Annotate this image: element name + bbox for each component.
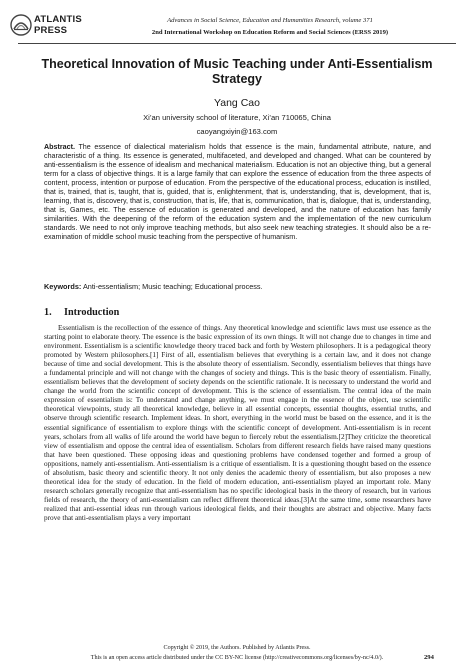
keywords-text: Anti-essentialism; Music teaching; Educational process.: [82, 282, 263, 291]
logo-line1: ATLANTIS: [34, 14, 82, 25]
author-affiliation: Xi’an university school of literature, Xi’an 710065, China: [143, 113, 331, 122]
keywords-label: Keywords:: [44, 282, 82, 291]
conference-name: 2nd International Workshop on Education Reform and Social Sciences (ERSS 2019): [151, 29, 389, 36]
author-email: caoyangxiyin@163.com: [196, 127, 278, 136]
atlantis-logo-icon: [10, 14, 32, 36]
journal-series: Advances in Social Science, Education and Humanities Research, volume 371: [167, 17, 373, 24]
author-name: Yang Cao: [214, 97, 260, 109]
section-title: Introduction: [64, 307, 120, 318]
keywords: [44, 282, 431, 291]
abstract-text: The essence of dialectical materialism holds that essence is the main, fundamental attribute, nature, and characteristic of a thing. Its essence is generated, multifaceted, and developed and changed. What can be countered by anti-essentialism is the essence of idealism and mechanical materialism. Education is not an objective thing, but a general term for a class of objective things. It is a large family that can explore the essence of education from the three aspects of content, process, intention or purpose of education. From the perspective of the educational process, education is instilled, that is, trained, that is, taught, that is, guided, that is, enlightenment, that is, understanding, that is, development, that is, learning, that is, discovery, that is, construction, that is, life, that is, communication, that is, dialogue, that is, understanding, that is, Games, etc. The essence of education is generated and developed, and the nature of education has family similarities. With the deepening of the reform of the education system and the implementation of the new curriculum standards. We need to not only improve teaching methods, but also seek new teaching strategies. It should also be a re-examination of middle school music teaching from the perspective of humanism.: [44, 143, 431, 242]
body-paragraph: Essentialism is the recollection of the essence of things. Any theoretical knowledge and scientific laws must use essence as the starting point to elaborate theory. The essence is the basic expression of its own things. It will not change due to changes in time and environment. Essentialism is a scientific knowledge theory traced back and forth by Western philosophers. It is a pedagogical theory promoted by Western philosophers.[1] First of all, essentialism believes that everything is a certain law, and it does not change because of time and social development. This is the absolute theory of essentialism. Secondly, essentialism believes that things have a fundamental principle and will not change with the changes of society and things. This is the basic theory of essentialism. Finally, essentialism believes that the development of society depends on the scientific rationale. It is necessary to understand the world and change the world from the scientific concept of development. This is the science of essentialism. The central idea of the main expression of essentialism is: To understand and change anything, we must engage in the essence of the object, use scientific theoretical viewpoints, study all theoretical knowledge, believe in all essential concepts, essential thoughts, essential truths, and observe through scientific research. Implement ideas. In short, everything in the world must be based on the essence, and it is the essential significance of essentialism to explore things with the scientific concept of development. Anti-essentialism is in recent years, scholars from all walks of life around the world have begun to fiercely rebut the essentialism.[2]They criticize the theoretical view of essentialism and oppose the central idea of essentialism. Scholars from different research fields have raised many questions that have been questioned. These opposing ideas and questioning problems have condensed together and formed a group of oppositions, namely anti-essentialism. Anti-essentialism is a critique of essentialism. It is a questioning thought based on the essence of absolutism, basic theory and scientific theory. It not only denies the academic theory of essentialism, but also proposes a new theoretical idea for the study of education. In the field of modern education, anti-essentialism played an important role. Many research scholars generally recognize that anti-essentialism has no specific ideological basis in the theory of research, but in various fields of research, the theory of anti-essentialism can reflect different theoretical ideas.[3]At the same time, some researchers have realized that anti-essential ideas run through various ideological fields, and their thoughts are abstract and objective. Many facts prove that anti-essentialism plays a very important: [44, 324, 431, 522]
page-number: 294: [424, 654, 434, 661]
footer-copyright: Copyright © 2019, the Authors. Published by Atlantis Press.: [163, 645, 311, 651]
abstract: [44, 143, 431, 243]
paper-title: Theoretical Innovation of Music Teaching under Anti-Essentialism Strategy: [41, 57, 433, 86]
section-heading: [44, 307, 119, 318]
header-divider: [18, 43, 456, 44]
section-number: 1.: [44, 307, 52, 318]
abstract-label: Abstract.: [44, 143, 75, 151]
footer-license: This is an open access article distributed under the CC BY-NC license (http://creativecommons.org/licenses/by-nc/4.0/).: [90, 655, 384, 661]
logo-line2: PRESS: [34, 25, 68, 36]
atlantis-press-logo: [10, 12, 90, 42]
